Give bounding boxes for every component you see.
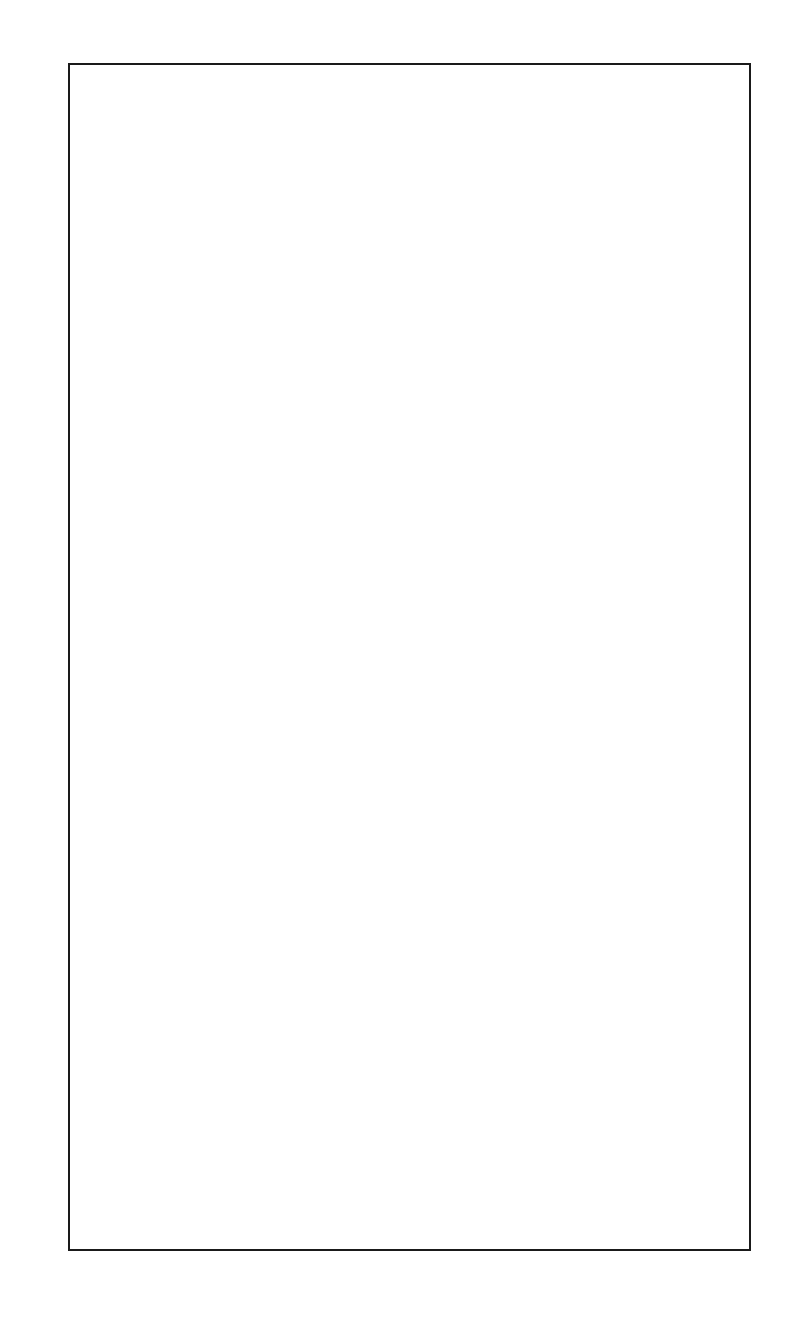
infectious-diseases-table — [68, 63, 751, 1251]
